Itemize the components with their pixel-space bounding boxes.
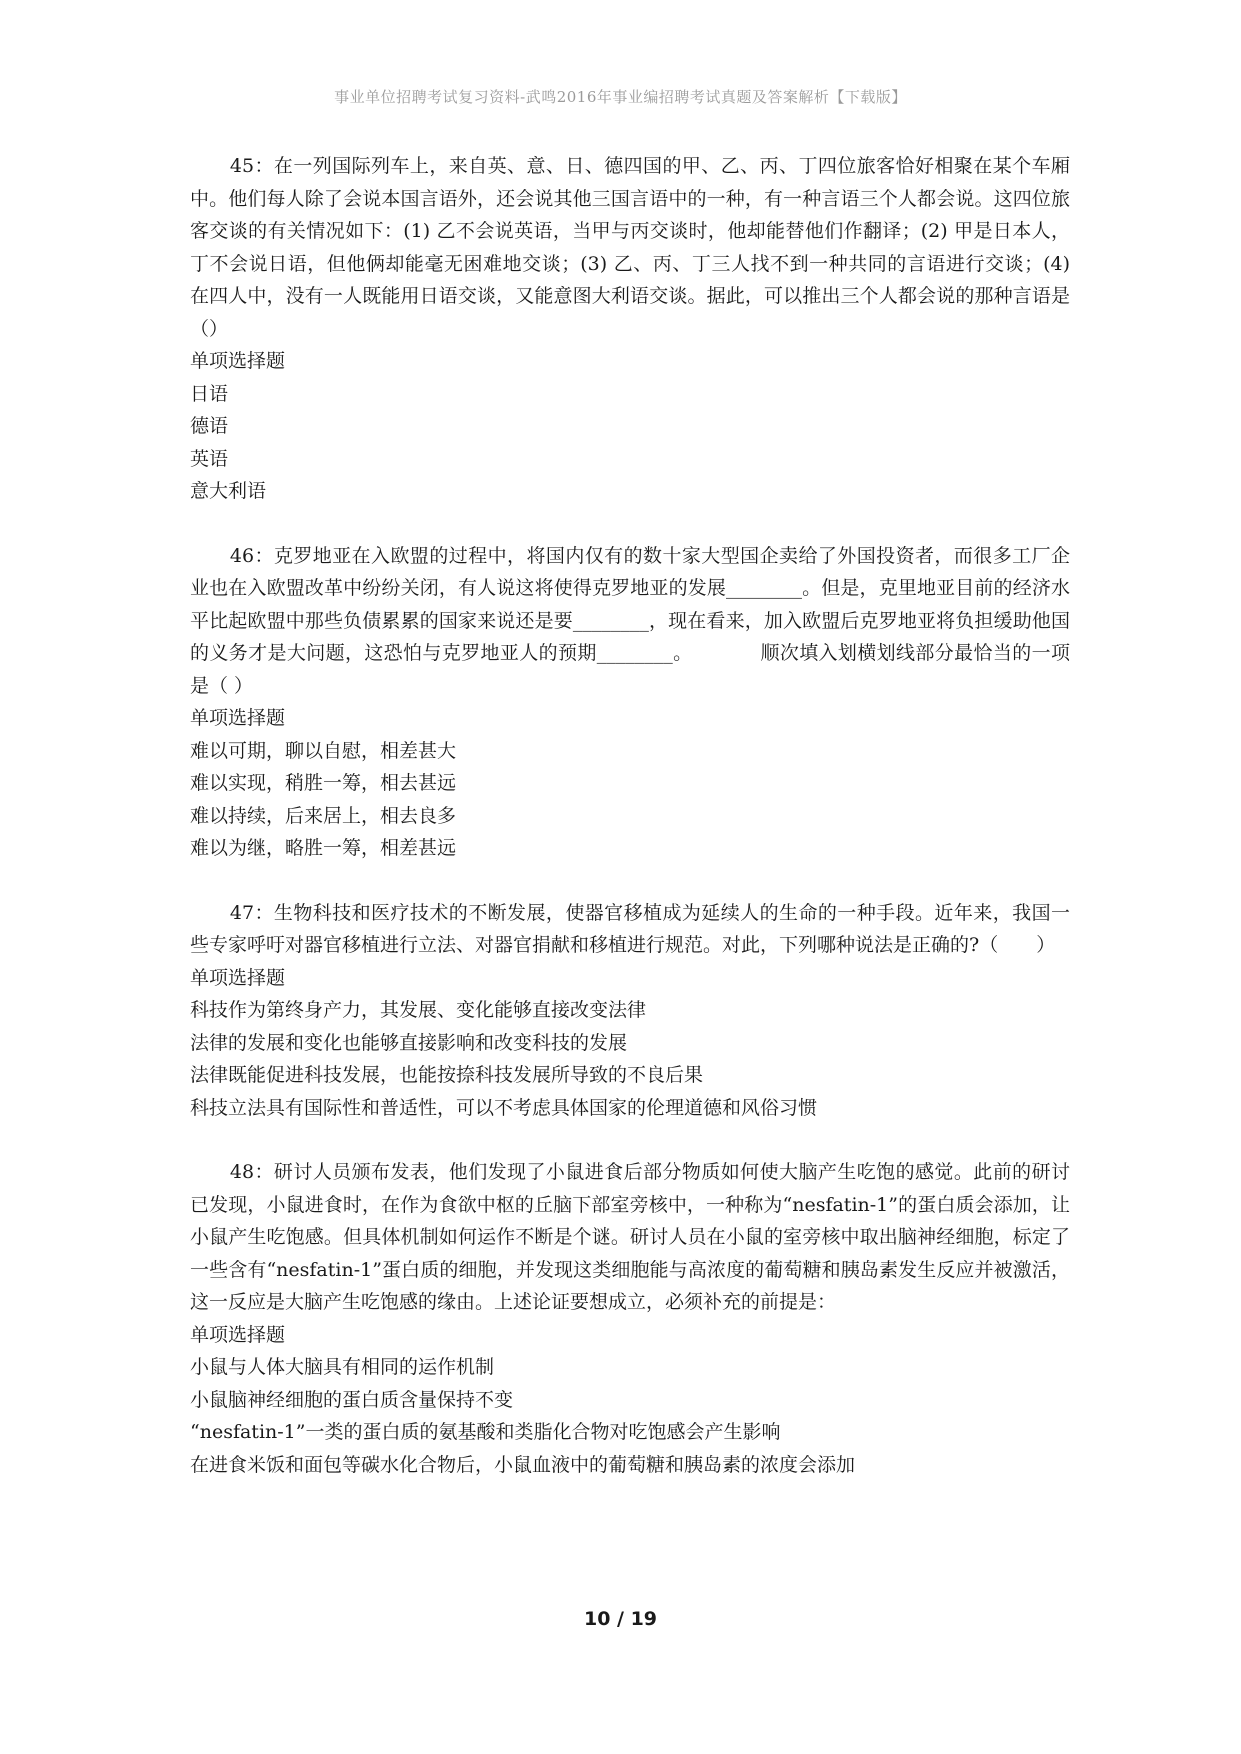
option-item: 难以可期，聊以自慰，相差甚大 (190, 739, 457, 762)
question-stem: 47：生物科技和医疗技术的不断发展，使器官移植成为延续人的生命的一种手段。近年来，我国一些专家呼吁对器官移植进行立法、对器官捐献和移植进行规范。对此，下列哪种说法是正确的?（ ） (190, 901, 1070, 956)
option-item: 难以持续，后来居上，相去良多 (190, 804, 457, 827)
question-48 (190, 1156, 1070, 1481)
option-item: 难以为继，略胜一筹，相差甚远 (190, 837, 457, 859)
option-list (190, 378, 1070, 508)
option-item: 科技立法具有国际性和普适性，可以不考虑具体国家的伦理道德和风俗习惯 (190, 1096, 818, 1119)
question-stem: 46：克罗地亚在入欧盟的过程中，将国内仅有的数十家大型国企卖给了外国投资者，而很多工厂企业也在入欧盟改革中纷纷关闭，有人说这将使得克罗地亚的发展________。但是，克里地亚目前的经济水平比起欧盟中那些负债累累的国家来说还是要________，现在看来，加入欧盟后克罗地亚将负担缓助他国的义务才是大问题，这恐怕与克罗地亚人的预期________。 顺次填入划横划线部分最恰当的一项是（ ） (190, 544, 1070, 697)
option-list (190, 735, 1070, 865)
option-item: 科技作为第终身产力，其发展、变化能够直接改变法律 (190, 999, 647, 1021)
option-item: 小鼠脑神经细胞的蛋白质含量保持不变 (190, 1388, 514, 1411)
option-item: 在进食米饭和面包等碳水化合物后，小鼠血液中的葡萄糖和胰岛素的浓度会添加 (190, 1453, 856, 1476)
option-item: 德语 (190, 415, 229, 437)
option-item: 法律既能促进科技发展，也能按捺科技发展所导致的不良后果 (190, 1064, 704, 1086)
document-body (190, 150, 1070, 1513)
question-type-label: 单项选择题 (190, 966, 286, 989)
option-item: 难以实现，稍胜一筹，相去甚远 (190, 772, 457, 794)
question-stem: 45：在一列国际列车上，来自英、意、日、德四国的甲、乙、丙、丁四位旅客恰好相聚在某个车厢中。他们每人除了会说本国言语外，还会说其他三国言语中的一种，有一种言语三个人都会说。这四位旅客交谈的有关情况如下：(1) 乙不会说英语，当甲与丙交谈时，他却能替他们作翻译；(2) 甲是日本人，丁不会说日语，但他俩却能毫无困难地交谈；(3) 乙、丙、丁三人找不到一种共同的言语进行交谈；(4) 在四人中，没有一人既能用日语交谈，又能意图大利语交谈。据此，可以推出三个人都会说的那种言语是（） (190, 155, 1070, 340)
page-number: 10 / 19 (583, 1608, 658, 1630)
option-item: 小鼠与人体大脑具有相同的运作机制 (190, 1356, 495, 1378)
question-type-label: 单项选择题 (190, 1323, 286, 1346)
option-item: 日语 (190, 382, 229, 405)
question-46 (190, 540, 1070, 865)
option-item: 法律的发展和变化也能够直接影响和改变科技的发展 (190, 1031, 628, 1054)
option-list (190, 994, 1070, 1124)
option-item: “nesfatin-1”一类的蛋白质的氨基酸和类脂化合物对吃饱感会产生影响 (190, 1421, 781, 1443)
question-type-label: 单项选择题 (190, 707, 286, 729)
question-47 (190, 897, 1070, 1125)
question-type-label: 单项选择题 (190, 350, 286, 372)
option-item: 英语 (190, 447, 229, 470)
question-45 (190, 150, 1070, 508)
page-header: 事业单位招聘考试复习资料-武鸣2016年事业编招聘考试真题及答案解析【下载版】 (334, 88, 907, 106)
option-item: 意大利语 (190, 480, 267, 502)
option-list (190, 1351, 1070, 1481)
question-stem: 48：研讨人员颁布发表，他们发现了小鼠进食后部分物质如何使大脑产生吃饱的感觉。此前的研讨已发现，小鼠进食时，在作为食欲中枢的丘脑下部室旁核中，一种称为“nesfatin-1”的蛋白质会添加，让小鼠产生吃饱感。但具体机制如何运作不断是个谜。研讨人员在小鼠的室旁核中取出脑神经细胞，标定了一些含有“nesfatin-1”蛋白质的细胞，并发现这类细胞能与高浓度的葡萄糖和胰岛素发生反应并被激活，这一反应是大脑产生吃饱感的缘由。上述论证要想成立，必须补充的前提是： (190, 1161, 1070, 1313)
